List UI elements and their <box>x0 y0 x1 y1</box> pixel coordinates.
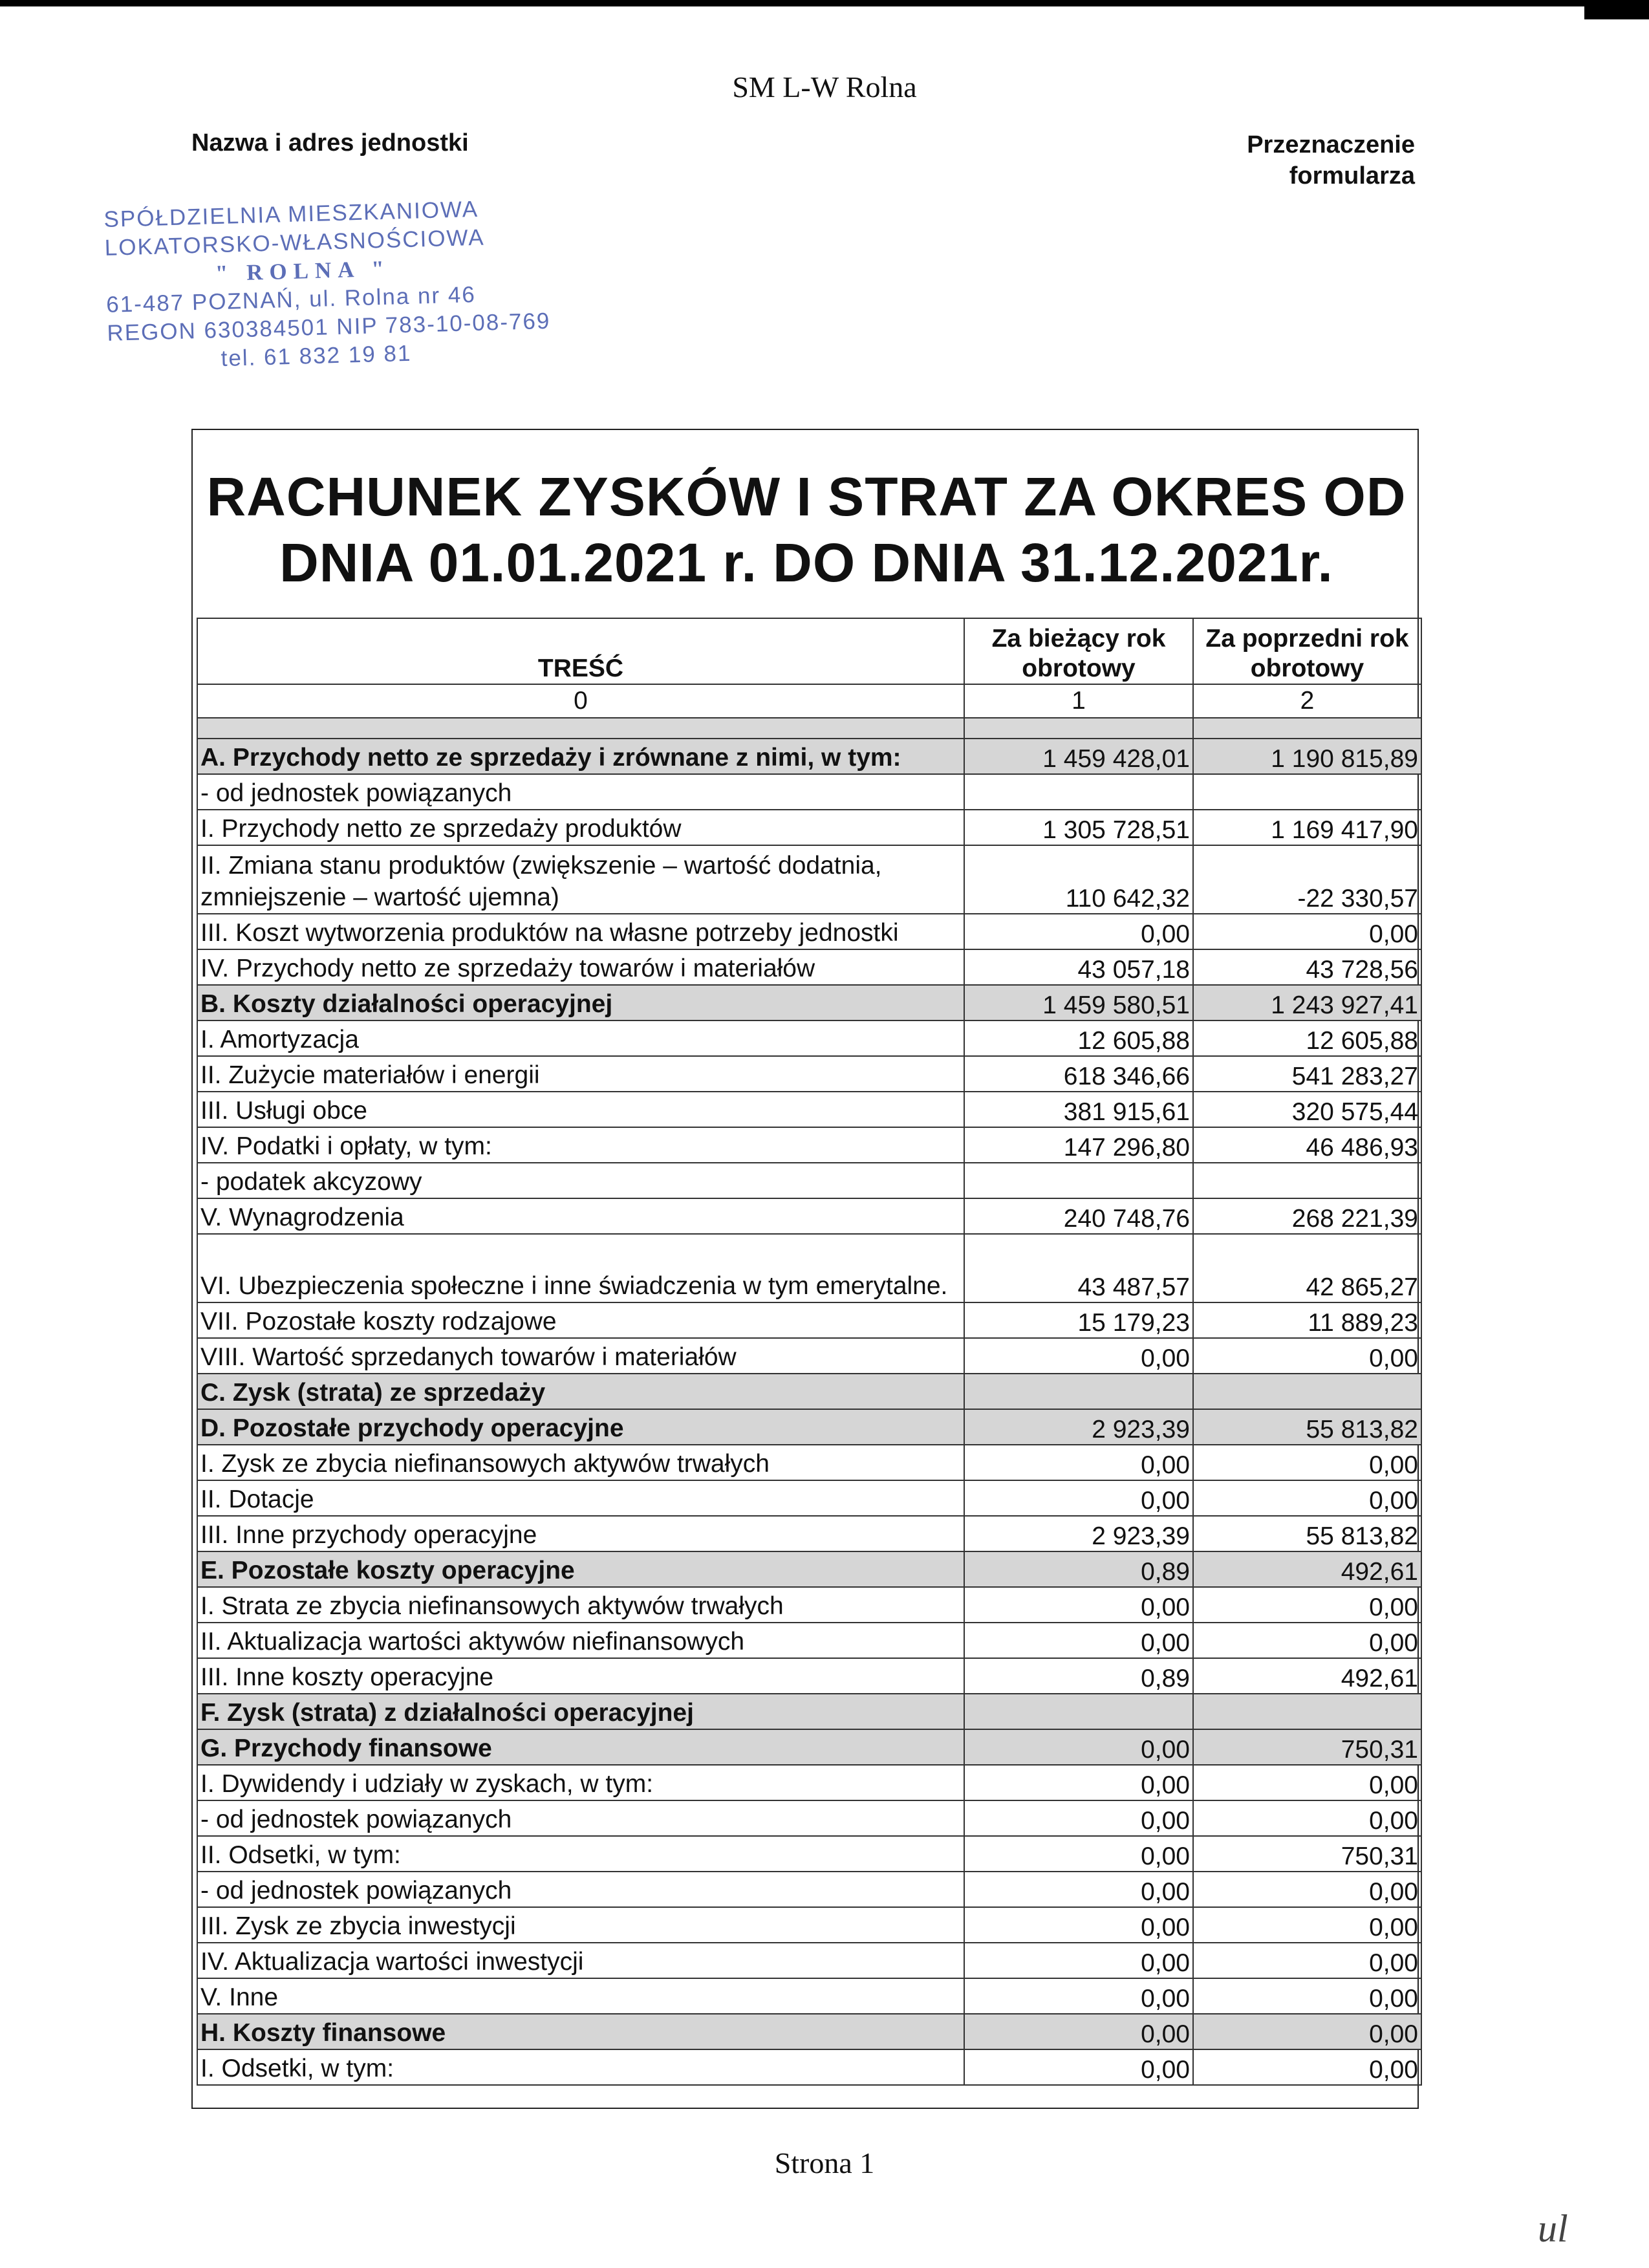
previous-year-value: 55 813,82 <box>1193 1409 1421 1445</box>
previous-year-value <box>1193 1374 1421 1409</box>
current-year-value: 15 179,23 <box>964 1302 1193 1338</box>
current-year-value: 381 915,61 <box>964 1092 1193 1127</box>
previous-year-value: 0,00 <box>1193 1872 1421 1907</box>
page-number: Strona 1 <box>774 2146 875 2179</box>
row-label: IV. Podatki i opłaty, w tym: <box>197 1127 964 1163</box>
table-row <box>197 1480 1421 1516</box>
row-label: III. Koszt wytworzenia produktów na własne potrzeby jednostki <box>197 914 964 949</box>
previous-year-value: 0,00 <box>1193 1765 1421 1800</box>
row-label: I. Przychody netto ze sprzedaży produktów <box>197 810 964 845</box>
table-row <box>197 2014 1421 2049</box>
stamp-line: 61-487 POZNAŃ, ul. Rolna nr 46 <box>105 281 477 318</box>
table-row <box>197 1021 1421 1056</box>
column-header-description: TREŚĆ <box>197 618 964 684</box>
table-row <box>197 1729 1421 1765</box>
current-year-value: 0,00 <box>964 1480 1193 1516</box>
previous-year-value: 0,00 <box>1193 1480 1421 1516</box>
previous-year-value: 492,61 <box>1193 1658 1421 1694</box>
row-label: E. Pozostałe koszty operacyjne <box>197 1551 964 1587</box>
current-year-value: 2 923,39 <box>964 1516 1193 1551</box>
scan-top-border <box>0 0 1649 6</box>
current-year-value: 110 642,32 <box>964 845 1193 914</box>
form-purpose-label: Przeznaczenie formularza <box>1247 131 1415 189</box>
row-label: I. Dywidendy i udziały w zyskach, w tym: <box>197 1765 964 1800</box>
row-label: II. Odsetki, w tym: <box>197 1836 964 1872</box>
current-year-value: 2 923,39 <box>964 1409 1193 1445</box>
previous-year-value: 0,00 <box>1193 2049 1421 2085</box>
column-index: 2 <box>1193 684 1421 718</box>
table-row <box>197 1694 1421 1729</box>
current-year-value: 0,00 <box>964 1587 1193 1623</box>
current-year-value: 618 346,66 <box>964 1056 1193 1092</box>
current-year-value: 0,00 <box>964 1338 1193 1374</box>
spacer-cell <box>197 718 964 739</box>
stamp-line: tel. 61 832 19 81 <box>221 340 412 372</box>
current-year-value: 0,00 <box>964 1872 1193 1907</box>
column-index: 0 <box>197 684 964 718</box>
previous-year-value: 1 243 927,41 <box>1193 985 1421 1021</box>
row-label: VII. Pozostałe koszty rodzajowe <box>197 1302 964 1338</box>
row-label: II. Dotacje <box>197 1480 964 1516</box>
stamp-line: REGON 630384501 NIP 783-10-08-769 <box>106 308 551 346</box>
previous-year-value <box>1193 774 1421 810</box>
previous-year-value: 0,00 <box>1193 914 1421 949</box>
table-row <box>197 1872 1421 1907</box>
table-row <box>197 1551 1421 1587</box>
spacer-row <box>197 718 1421 739</box>
row-label: A. Przychody netto ze sprzedaży i zrównane z nimi, w tym: <box>197 739 964 774</box>
previous-year-value: 268 221,39 <box>1193 1198 1421 1234</box>
organization-short-name: SM L-W Rolna <box>732 70 917 103</box>
stamp-line: SPÓŁDZIELNIA MIESZKANIOWA <box>103 196 479 232</box>
table-row <box>197 1198 1421 1234</box>
table-row <box>197 1943 1421 1978</box>
table-row <box>197 1516 1421 1551</box>
table-row <box>197 1234 1421 1302</box>
previous-year-value: 0,00 <box>1193 1338 1421 1374</box>
table-row <box>197 1623 1421 1658</box>
report-title: RACHUNEK ZYSKÓW I STRAT ZA OKRES OD DNIA 01.01.2021 r. DO DNIA 31.12.2021r. <box>206 466 1406 593</box>
row-label: G. Przychody finansowe <box>197 1729 964 1765</box>
row-label: II. Zmiana stanu produktów (zwiększenie – wartość dodatnia, zmniejszenie – wartość ujemna) <box>197 845 964 914</box>
current-year-value <box>964 1163 1193 1198</box>
current-year-value: 1 459 580,51 <box>964 985 1193 1021</box>
current-year-value: 0,00 <box>964 914 1193 949</box>
row-label: H. Koszty finansowe <box>197 2014 964 2049</box>
row-label: III. Inne przychody operacyjne <box>197 1516 964 1551</box>
row-label: - od jednostek powiązanych <box>197 1872 964 1907</box>
current-year-value: 0,89 <box>964 1551 1193 1587</box>
table-row <box>197 914 1421 949</box>
row-label: II. Zużycie materiałów i energii <box>197 1056 964 1092</box>
row-label: I. Zysk ze zbycia niefinansowych aktywów trwałych <box>197 1445 964 1480</box>
stamp-line: " ROLNA " <box>215 255 391 286</box>
current-year-value: 0,00 <box>964 1943 1193 1978</box>
column-header-current-year: Za bieżący rok obrotowy <box>964 618 1193 684</box>
previous-year-value: 0,00 <box>1193 1587 1421 1623</box>
previous-year-value: 11 889,23 <box>1193 1302 1421 1338</box>
previous-year-value: 750,31 <box>1193 1836 1421 1872</box>
table-row <box>197 1978 1421 2014</box>
column-index-row <box>197 684 1421 718</box>
table-row <box>197 2049 1421 2085</box>
row-label: V. Wynagrodzenia <box>197 1198 964 1234</box>
table-row <box>197 1302 1421 1338</box>
row-label: V. Inne <box>197 1978 964 2014</box>
current-year-value: 0,00 <box>964 1836 1193 1872</box>
current-year-value: 0,89 <box>964 1658 1193 1694</box>
current-year-value: 147 296,80 <box>964 1127 1193 1163</box>
current-year-value: 0,00 <box>964 2014 1193 2049</box>
column-index: 1 <box>964 684 1193 718</box>
current-year-value: 0,00 <box>964 1907 1193 1943</box>
income-statement-table <box>197 618 1422 2086</box>
row-label: III. Inne koszty operacyjne <box>197 1658 964 1694</box>
table-row <box>197 1092 1421 1127</box>
handwritten-initials: ul <box>1538 2207 1568 2250</box>
current-year-value: 1 459 428,01 <box>964 739 1193 774</box>
current-year-value: 43 057,18 <box>964 949 1193 985</box>
previous-year-value: 0,00 <box>1193 1800 1421 1836</box>
previous-year-value: 1 169 417,90 <box>1193 810 1421 845</box>
previous-year-value: 0,00 <box>1193 1943 1421 1978</box>
income-statement-frame <box>191 429 1419 2109</box>
row-label: IV. Aktualizacja wartości inwestycji <box>197 1943 964 1978</box>
previous-year-value: 55 813,82 <box>1193 1516 1421 1551</box>
current-year-value <box>964 774 1193 810</box>
row-label: - od jednostek powiązanych <box>197 774 964 810</box>
current-year-value: 0,00 <box>964 1729 1193 1765</box>
row-label: - od jednostek powiązanych <box>197 1800 964 1836</box>
spacer-cell <box>964 718 1193 739</box>
column-header-previous-year: Za poprzedni rok obrotowy <box>1193 618 1421 684</box>
current-year-value <box>964 1694 1193 1729</box>
row-label: VI. Ubezpieczenia społeczne i inne świadczenia w tym emerytalne. <box>197 1234 964 1302</box>
row-label: III. Zysk ze zbycia inwestycji <box>197 1907 964 1943</box>
previous-year-value: 750,31 <box>1193 1729 1421 1765</box>
table-row <box>197 774 1421 810</box>
row-label: I. Odsetki, w tym: <box>197 2049 964 2085</box>
current-year-value: 43 487,57 <box>964 1234 1193 1302</box>
table-row <box>197 1056 1421 1092</box>
table-row <box>197 949 1421 985</box>
table-row <box>197 1800 1421 1836</box>
stamp-line: LOKATORSKO-WŁASNOŚCIOWA <box>104 224 486 261</box>
table-row <box>197 1374 1421 1409</box>
table-row <box>197 845 1421 914</box>
current-year-value: 1 305 728,51 <box>964 810 1193 845</box>
previous-year-value: -22 330,57 <box>1193 845 1421 914</box>
current-year-value: 0,00 <box>964 1445 1193 1480</box>
current-year-value: 0,00 <box>964 1800 1193 1836</box>
row-label: D. Pozostałe przychody operacyjne <box>197 1409 964 1445</box>
previous-year-value: 0,00 <box>1193 1907 1421 1943</box>
previous-year-value: 12 605,88 <box>1193 1021 1421 1056</box>
table-row <box>197 1127 1421 1163</box>
row-label: III. Usługi obce <box>197 1092 964 1127</box>
row-label: F. Zysk (strata) z działalności operacyjnej <box>197 1694 964 1729</box>
table-row <box>197 1338 1421 1374</box>
row-label: IV. Przychody netto ze sprzedaży towarów i materiałów <box>197 949 964 985</box>
table-row <box>197 739 1421 774</box>
previous-year-value: 0,00 <box>1193 1445 1421 1480</box>
table-row <box>197 1587 1421 1623</box>
previous-year-value: 42 865,27 <box>1193 1234 1421 1302</box>
current-year-value: 0,00 <box>964 1978 1193 2014</box>
table-row <box>197 1658 1421 1694</box>
previous-year-value: 0,00 <box>1193 1978 1421 2014</box>
current-year-value: 0,00 <box>964 1765 1193 1800</box>
row-label: B. Koszty działalności operacyjnej <box>197 985 964 1021</box>
company-stamp <box>103 193 561 376</box>
previous-year-value: 0,00 <box>1193 1623 1421 1658</box>
row-label: VIII. Wartość sprzedanych towarów i materiałów <box>197 1338 964 1374</box>
row-label: I. Amortyzacja <box>197 1021 964 1056</box>
table-row <box>197 1836 1421 1872</box>
previous-year-value: 1 190 815,89 <box>1193 739 1421 774</box>
previous-year-value: 492,61 <box>1193 1551 1421 1587</box>
previous-year-value: 0,00 <box>1193 2014 1421 2049</box>
current-year-value: 240 748,76 <box>964 1198 1193 1234</box>
row-label: II. Aktualizacja wartości aktywów niefinansowych <box>197 1623 964 1658</box>
previous-year-value: 541 283,27 <box>1193 1056 1421 1092</box>
table-row <box>197 1163 1421 1198</box>
table-body <box>197 739 1421 2085</box>
previous-year-value <box>1193 1694 1421 1729</box>
table-row <box>197 1765 1421 1800</box>
previous-year-value: 320 575,44 <box>1193 1092 1421 1127</box>
previous-year-value <box>1193 1163 1421 1198</box>
current-year-value: 0,00 <box>964 1623 1193 1658</box>
previous-year-value: 46 486,93 <box>1193 1127 1421 1163</box>
current-year-value <box>964 1374 1193 1409</box>
table-row <box>197 810 1421 845</box>
current-year-value: 0,00 <box>964 2049 1193 2085</box>
table-row <box>197 1445 1421 1480</box>
previous-year-value: 43 728,56 <box>1193 949 1421 985</box>
unit-name-label: Nazwa i adres jednostki <box>191 129 469 157</box>
row-label: C. Zysk (strata) ze sprzedaży <box>197 1374 964 1409</box>
table-header-row <box>197 618 1421 684</box>
row-label: I. Strata ze zbycia niefinansowych aktywów trwałych <box>197 1587 964 1623</box>
spacer-cell <box>1193 718 1421 739</box>
table-row <box>197 985 1421 1021</box>
table-row <box>197 1409 1421 1445</box>
current-year-value: 12 605,88 <box>964 1021 1193 1056</box>
table-row <box>197 1907 1421 1943</box>
scan-corner-mark <box>1584 0 1649 19</box>
row-label: - podatek akcyzowy <box>197 1163 964 1198</box>
